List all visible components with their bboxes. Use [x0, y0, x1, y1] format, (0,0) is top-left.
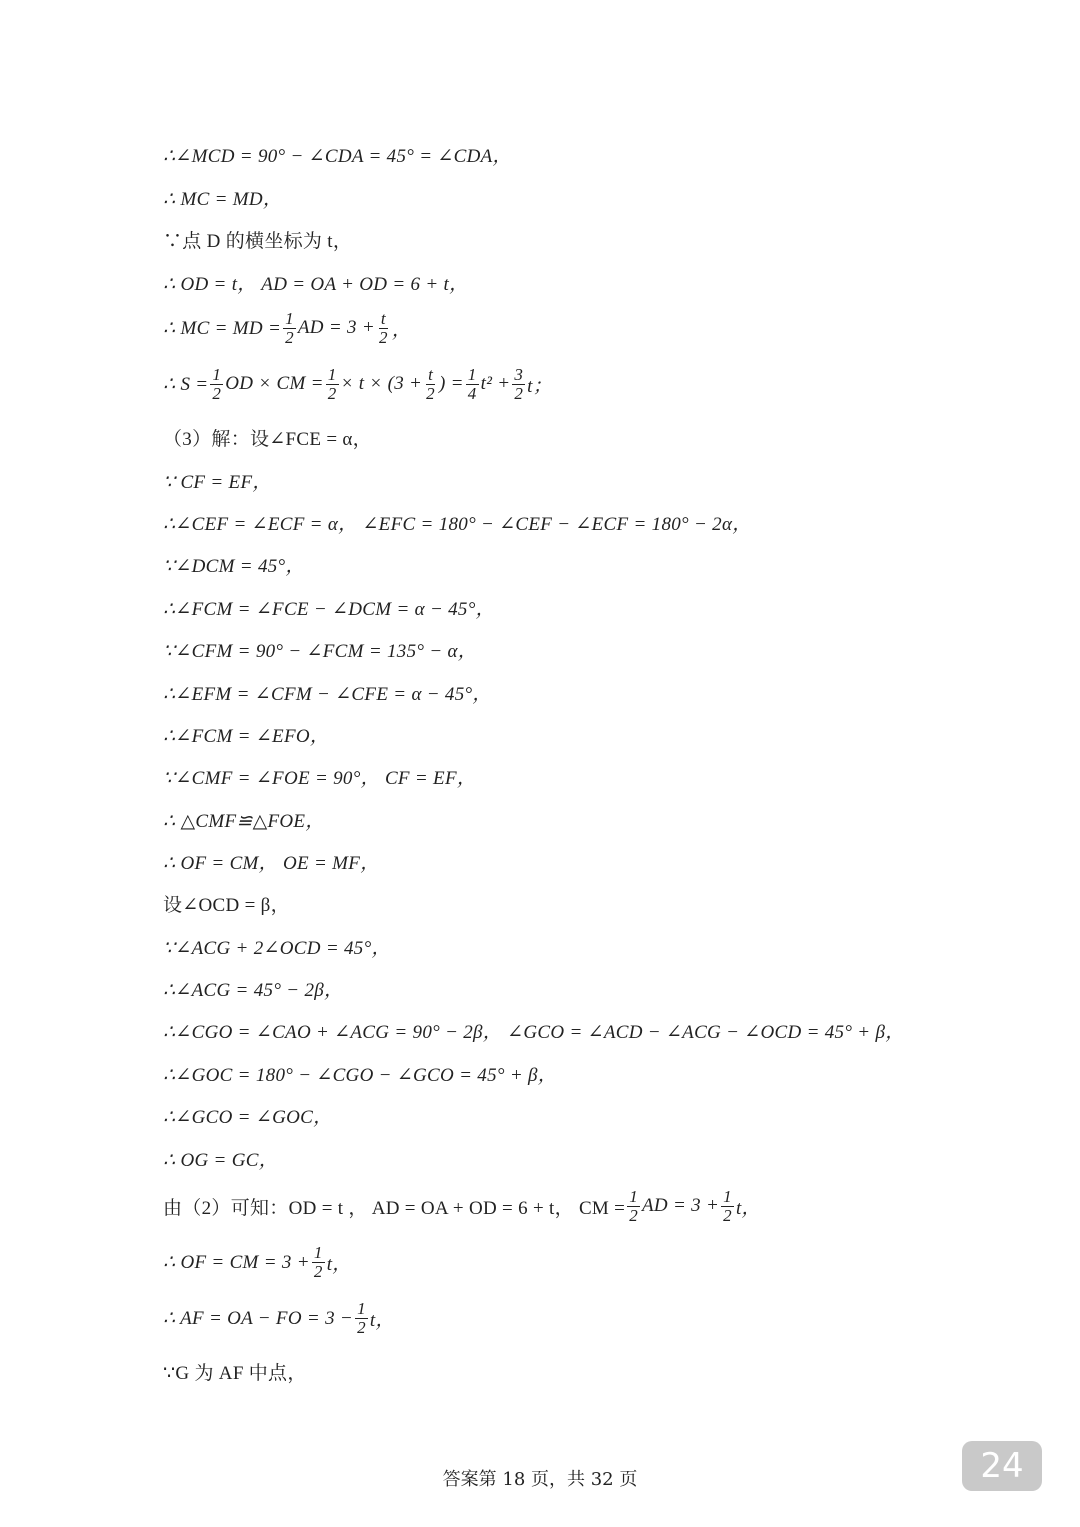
proof-line-fcm: ∴∠FCM = ∠FCE − ∠DCM = α − 45°， — [163, 599, 495, 620]
proof-line-4: ∴ OD = t， AD = OA + OD = 6 + t， — [163, 274, 469, 295]
proof-line-of-cm: ∴ OF = CM， OE = MF， — [163, 853, 380, 874]
proof-line-goc: ∴∠GOC = 180° − ∠CGO − ∠GCO = 45° + β， — [163, 1065, 558, 1086]
proof-line-part3: （3）解：设∠FCE = α， — [163, 429, 372, 450]
proof-line-from-2: 由（2）可知：OD = t ， AD = OA + OD = 6 + t， CM = $\frac{1}{2}$ AD = 3 + $\frac{1}{2}$ t， — [163, 1186, 761, 1225]
page-footer: 答案第 18 页，共 32 页 — [442, 1469, 638, 1490]
proof-line-cef: ∴∠CEF = ∠ECF = α， ∠EFC = 180° − ∠CEF − ∠ECF = 180° − 2α， — [163, 514, 752, 535]
proof-line-af: ∴ AF = OA − FO = 3 − $\frac{1}{2}$ t， — [163, 1298, 395, 1337]
fraction: $\frac{t}{2}$ — [379, 308, 388, 347]
fraction: $\frac{1}{2}$ — [285, 308, 294, 347]
proof-line-mc-md: ∴ MC = MD = $\frac{1}{2}$ AD = 3 + $\frac{t}{2}$ ， — [163, 308, 412, 347]
proof-line-dcm: ∵∠DCM = 45°， — [163, 556, 305, 577]
proof-line-1: ∴∠MCD = 90° − ∠CDA = 45° = ∠CDA， — [163, 146, 512, 167]
proof-line-cmf-foe: ∵∠CMF = ∠FOE = 90°， CF = EF， — [163, 768, 477, 789]
proof-line-of: ∴ OF = CM = 3 + $\frac{1}{2}$ t， — [163, 1242, 352, 1281]
proof-line-efm: ∴∠EFM = ∠CFM − ∠CFE = α − 45°， — [163, 684, 492, 705]
proof-line-acg-ocd: ∵∠ACG + 2∠OCD = 45°， — [163, 938, 391, 959]
proof-line-gco-goc: ∴∠GCO = ∠GOC， — [163, 1107, 333, 1128]
proof-line-3: ∵点 D 的横坐标为 t， — [163, 231, 353, 252]
proof-line-og-gc: ∴ OG = GC， — [163, 1150, 278, 1171]
proof-line-2: ∴ MC = MD， — [163, 189, 283, 210]
proof-line-area-s: ∴ S = $\frac{1}{2}$ OD × CM = $\frac{1}{2}$ × t × (3 + $\frac{t}{2}$ ) = $\frac{1}{4}$ t² + $\frac{3}{2}$ t； — [163, 364, 553, 403]
proof-line-cgo: ∴∠CGO = ∠CAO + ∠ACG = 90° − 2β， ∠GCO = ∠ACD − ∠ACG − ∠OCD = 45° + β， — [163, 1022, 905, 1043]
proof-line-cf-ef: ∵ CF = EF， — [163, 472, 272, 493]
proof-line-congruent: ∴ △CMF≌△FOE， — [163, 811, 325, 832]
proof-line-cfm: ∵∠CFM = 90° − ∠FCM = 135° − α， — [163, 641, 478, 662]
proof-line-beta: 设∠OCD = β， — [163, 895, 290, 916]
page-number-badge: 24 — [962, 1441, 1042, 1491]
proof-line-acg: ∴∠ACG = 45° − 2β， — [163, 980, 344, 1001]
proof-line-fcm-efo: ∴∠FCM = ∠EFO， — [163, 726, 330, 747]
proof-line-g-midpoint: ∵G 为 AF 中点， — [163, 1363, 307, 1384]
